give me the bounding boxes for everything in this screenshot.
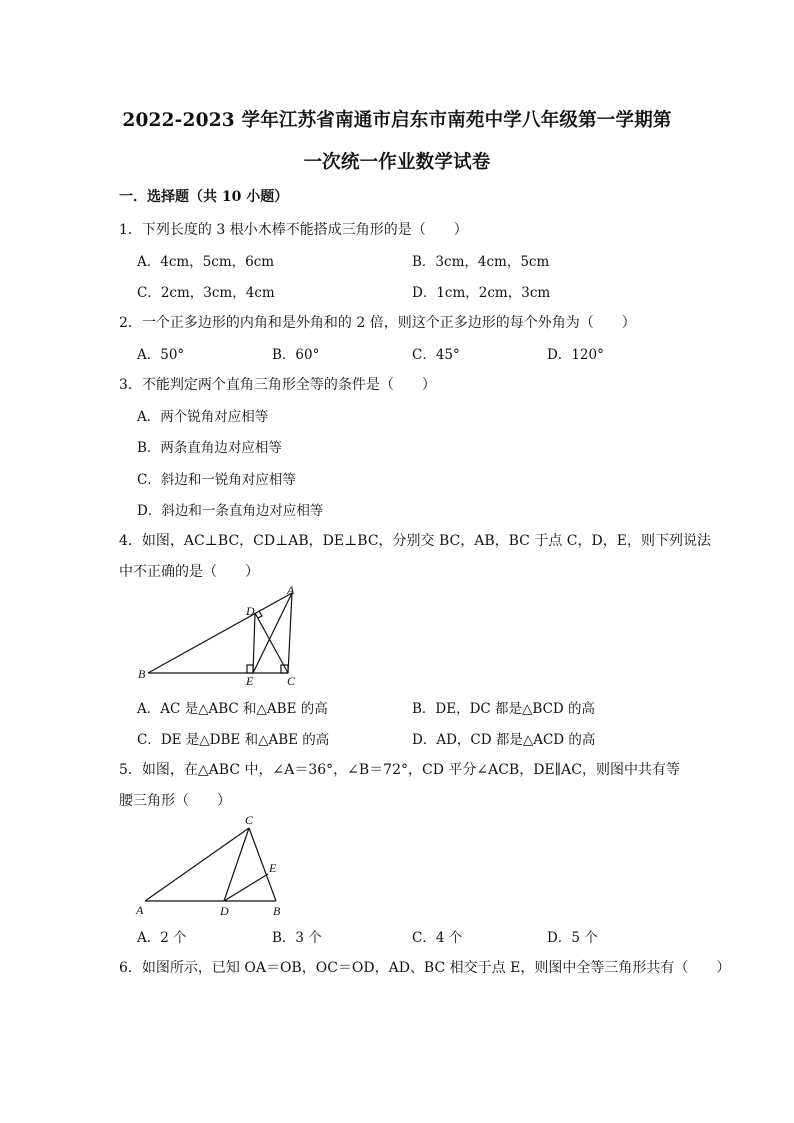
question-3-option-b: B．两条直角边对应相等 bbox=[137, 440, 282, 456]
question-1-option-b: B．3cm，4cm，5cm bbox=[412, 254, 550, 270]
question-4-option-a: A．AC 是△ABC 和△ABE 的高 bbox=[137, 701, 328, 717]
figure-label-e: E bbox=[269, 861, 277, 875]
figure-label-b: B bbox=[273, 904, 281, 918]
question-1-stem: 1．下列长度的 3 根小木棒不能搭成三角形的是（ ） bbox=[119, 222, 468, 238]
question-1-option-c: C．2cm，3cm，4cm bbox=[137, 285, 275, 301]
question-5-option-b: B．3 个 bbox=[272, 930, 322, 946]
figure-label-b: B bbox=[138, 667, 146, 681]
question-2-option-a: A．50° bbox=[137, 347, 185, 363]
question-2-option-c: C．45° bbox=[412, 347, 460, 363]
question-3-option-d: D．斜边和一条直角边对应相等 bbox=[137, 503, 324, 519]
question-5-figure bbox=[132, 810, 292, 920]
question-1-option-a: A．4cm，5cm，6cm bbox=[137, 254, 275, 270]
segment-dc bbox=[255, 613, 288, 673]
question-4-figure bbox=[135, 584, 315, 689]
exam-title-line2: 一次统一作业数学试卷 bbox=[303, 152, 491, 173]
segment-ac bbox=[145, 828, 249, 901]
figure-label-d: D bbox=[246, 604, 255, 618]
question-2-stem: 2．一个正多边形的内角和是外角和的 2 倍，则这个正多边形的每个外角为（ ） bbox=[119, 315, 636, 331]
question-4-option-b: B．DE，DC 都是△BCD 的高 bbox=[412, 701, 596, 717]
segment-ac bbox=[288, 593, 292, 673]
figure-label-a: A bbox=[136, 903, 144, 917]
section-heading: 一．选择题（共 10 小题） bbox=[119, 189, 289, 205]
question-2-option-b: B．60° bbox=[272, 347, 320, 363]
question-3-option-c: C．斜边和一锐角对应相等 bbox=[137, 472, 296, 488]
segment-de bbox=[253, 613, 255, 673]
segment-ea bbox=[253, 593, 292, 673]
question-3-option-a: A．两个锐角对应相等 bbox=[137, 409, 269, 425]
question-6-stem: 6．如图所示，已知 OA＝OB，OC＝OD，AD、BC 相交于点 E，则图中全等三角形共有（ ） bbox=[119, 960, 731, 976]
figure-label-c: C bbox=[287, 674, 296, 688]
right-angle-mark-e bbox=[247, 665, 253, 673]
question-4-stem-line1: 4．如图，AC⊥BC，CD⊥AB，DE⊥BC，分别交 BC，AB，BC 于点 C，D，E，则下列说法 bbox=[119, 533, 711, 549]
question-4-option-c: C．DE 是△DBE 和△ABE 的高 bbox=[137, 732, 330, 748]
figure-label-d: D bbox=[220, 904, 229, 918]
question-5-stem-line2: 腰三角形（ ） bbox=[119, 793, 231, 809]
figure-label-e: E bbox=[246, 674, 254, 688]
exam-title-line1: 2022-2023 学年江苏省南通市启东市南苑中学八年级第一学期第 bbox=[122, 110, 672, 131]
segment-ba bbox=[148, 593, 292, 673]
question-1-option-d: D．1cm，2cm，3cm bbox=[412, 285, 551, 301]
figure-label-c: C bbox=[245, 813, 254, 827]
question-5-option-d: D．5 个 bbox=[547, 930, 598, 946]
segment-cd bbox=[224, 828, 249, 901]
segment-de bbox=[224, 874, 268, 901]
question-4-stem-line2: 中不正确的是（ ） bbox=[119, 564, 259, 580]
question-3-stem: 3．不能判定两个直角三角形全等的条件是（ ） bbox=[119, 377, 436, 393]
question-5-stem-line1: 5．如图，在△ABC 中，∠A＝36°，∠B＝72°，CD 平分∠ACB，DE∥AC，则图中共有等 bbox=[119, 762, 680, 778]
question-5-option-c: C．4 个 bbox=[412, 930, 463, 946]
question-5-option-a: A．2 个 bbox=[137, 930, 187, 946]
question-2-option-d: D．120° bbox=[547, 347, 604, 363]
question-4-option-d: D．AD，CD 都是△ACD 的高 bbox=[412, 732, 596, 748]
figure-label-a: A bbox=[287, 584, 295, 597]
